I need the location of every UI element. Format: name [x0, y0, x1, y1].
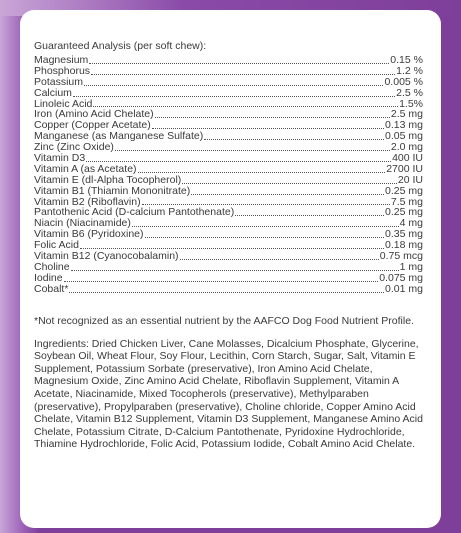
dot-leader	[69, 292, 384, 293]
nutrient-label: Iron (Amino Acid Chelate)	[34, 108, 154, 121]
nutrient-value: 0.25 mg	[385, 206, 423, 219]
nutrient-label: Vitamin B6 (Pyridoxine)	[34, 228, 144, 241]
nutrient-row	[34, 229, 423, 240]
dot-leader	[235, 215, 384, 216]
dot-leader	[73, 96, 395, 97]
nutrient-value: 0.18 mg	[385, 239, 423, 252]
dot-leader	[180, 259, 379, 260]
nutrient-row	[34, 273, 423, 284]
nutrient-label: Manganese (as Manganese Sulfate)	[34, 130, 204, 143]
label-panel	[20, 10, 441, 528]
nutrient-label: Vitamin B2 (Riboflavin)	[34, 195, 141, 208]
analysis-heading: Guaranteed Analysis (per soft chew):	[34, 40, 207, 52]
dot-leader	[80, 248, 384, 249]
nutrient-list	[34, 55, 423, 295]
dot-leader	[142, 204, 390, 205]
nutrient-row	[34, 88, 423, 99]
nutrient-row	[34, 251, 423, 262]
dot-leader	[89, 63, 389, 64]
nutrient-row	[34, 262, 423, 273]
nutrient-value: 0.15 %	[390, 53, 423, 66]
nutrient-value: 20 IU	[397, 173, 423, 186]
dot-leader	[155, 117, 390, 118]
nutrient-value: 0.075 mg	[379, 271, 423, 284]
footnote: *Not recognized as an essential nutrient by the AAFCO Dog Food Nutrient Profile.	[34, 314, 414, 327]
dot-leader	[145, 237, 385, 238]
dot-leader	[152, 128, 384, 129]
nutrient-value: 0.05 mg	[385, 130, 423, 143]
nutrient-label: Calcium	[34, 86, 72, 99]
nutrient-value: 0.13 mg	[385, 119, 423, 132]
nutrient-label: Potassium	[34, 75, 84, 88]
nutrient-row	[34, 77, 423, 88]
nutrient-row	[34, 66, 423, 77]
dot-leader	[93, 106, 398, 107]
nutrient-value: 7.5 mg	[390, 195, 423, 208]
dot-leader	[182, 183, 397, 184]
dot-leader	[138, 172, 386, 173]
ingredients-text: Ingredients: Dried Chicken Liver, Cane Molasses, Dicalcium Phosphate, Glycerine, Soybean Oil, Wheat Flour, Soy Flour, Lecithin, Corn Starch, Sugar, Salt, Vitamin E Supplement, Potassium Sorbate (preservative), Iron Amino Acid Chelate, Magnesium Oxide, Zinc Amino Acid Chelate, Riboflavin Supplement, Vitamin A Acetate, Niacinamide, Mixed Tocopherols (preservative), Methylparaben (preservative), Propylparaben (preservative), Choline chloride, Copper Amino Acid Chelate, Vitamin B12 Supplement, Vitamin D3 Supplement, Manganese Amino Acid Chelate, Potassium Citrate, D-Calcium Pantothenate, Pyridoxine Hydrochloride, Thiamine Hydrochloride, Folic Acid, Potassium Iodide, Cobalt Amino Acid Chelate.	[34, 337, 423, 451]
nutrient-value: 0.005 %	[384, 75, 423, 88]
nutrient-value: 2.0 mg	[390, 141, 423, 154]
nutrient-label: Vitamin A (as Acetate)	[34, 162, 137, 175]
nutrient-row	[34, 186, 423, 197]
dot-leader	[64, 281, 379, 282]
nutrient-value: 0.25 mg	[385, 184, 423, 197]
nutrient-label: Pantothenic Acid (D-calcium Pantothenate)	[34, 206, 235, 219]
dot-leader	[71, 270, 399, 271]
dot-leader	[91, 74, 395, 75]
nutrient-label: Phosphorus	[34, 64, 91, 77]
nutrient-value: 400 IU	[392, 152, 423, 164]
dot-leader	[84, 85, 383, 86]
dot-leader	[86, 161, 391, 162]
nutrient-value: 1.2 %	[396, 64, 423, 77]
nutrient-value: 0.75 mcg	[379, 250, 423, 263]
dot-leader	[204, 139, 384, 140]
nutrient-label: Vitamin B12 (Cyanocobalamin)	[34, 250, 179, 263]
nutrient-label: Zinc (Zinc Oxide)	[34, 141, 114, 154]
nutrient-value: 1.5%	[399, 97, 423, 110]
nutrient-label: Choline	[34, 260, 70, 273]
dot-leader	[132, 226, 399, 227]
nutrient-value: 2.5 mg	[390, 108, 423, 121]
nutrient-label: Vitamin B1 (Thiamin Mononitrate)	[34, 184, 191, 197]
nutrient-label: Linoleic Acid	[34, 97, 93, 110]
nutrient-value: 1 mg	[399, 260, 423, 273]
nutrient-label: Iodine	[34, 271, 63, 284]
nutrient-value: 4 mg	[399, 217, 423, 230]
nutrient-value: 2700 IU	[386, 162, 423, 175]
nutrient-label: Cobalt*	[34, 282, 69, 295]
nutrient-label: Copper (Copper Acetate)	[34, 119, 151, 132]
nutrient-label: Niacin (Niacinamide)	[34, 217, 131, 230]
nutrient-value: 2.5 %	[396, 86, 423, 99]
nutrient-value: 0.01 mg	[385, 282, 423, 295]
nutrient-label: Folic Acid	[34, 239, 79, 252]
nutrient-label: Vitamin E (dl-Alpha Tocopherol)	[34, 173, 182, 186]
nutrient-row	[34, 142, 423, 153]
nutrient-row	[34, 284, 423, 295]
dot-leader	[115, 150, 390, 151]
nutrient-label: Vitamin D3	[34, 152, 86, 164]
nutrient-label: Magnesium	[34, 53, 89, 66]
nutrient-value: 0.35 mg	[385, 228, 423, 241]
nutrient-row	[34, 55, 423, 66]
dot-leader	[191, 194, 384, 195]
